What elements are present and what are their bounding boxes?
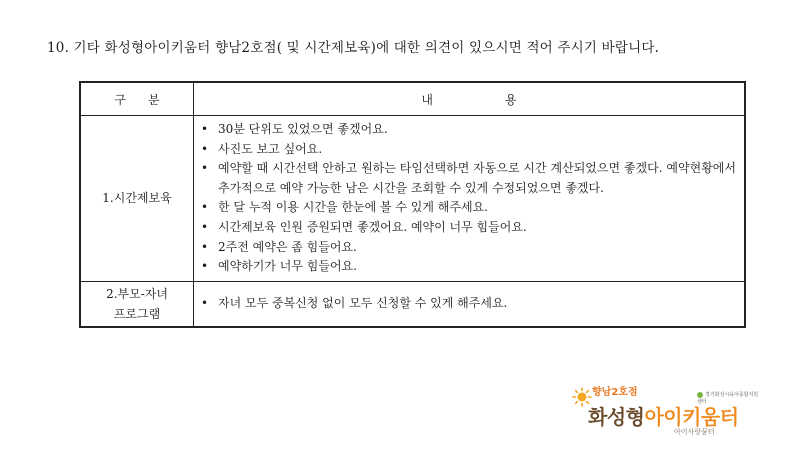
opinion-table <box>79 81 746 328</box>
org-mark-icon <box>697 392 703 398</box>
list-item: • 사진도 보고 싶어요. <box>218 140 736 160</box>
list-item: • 자녀 모두 중복신청 없이 모두 신청할 수 있게 해주세요. <box>218 294 736 314</box>
center-logo <box>572 383 762 443</box>
list-item: • 한 달 누적 이용 시간을 한눈에 볼 수 있게 해주세요. <box>218 198 736 218</box>
logo-branch: 향남2호점 <box>592 387 638 398</box>
table-row <box>80 281 745 327</box>
row-category: 1.시간제보육 <box>80 116 194 282</box>
row-category <box>80 281 194 327</box>
logo-title-part: 화성형 <box>588 405 645 429</box>
list-item: • 예약할 때 시간선택 안하고 원하는 타임선택하면 자동으로 시간 계산되었으면 좋겠다. 예약현황에서 추가적으로 예약 가능한 남은 시간을 조회할 수 있게 수정되었으면 좋겠다. <box>218 159 736 198</box>
list-item: • 시간제보육 인원 증원되면 좋겠어요. 예약이 너무 힘들어요. <box>218 218 736 238</box>
list-item: • 2주전 예약은 좀 힘들어요. <box>218 238 736 258</box>
row-content <box>194 281 746 327</box>
logo-title-part: 아이키움터 <box>644 405 739 429</box>
opinion-list <box>194 290 744 318</box>
list-item: • 30분 단위도 있었으면 좋겠어요. <box>218 120 736 140</box>
list-item: • 예약하기가 너무 힘들어요. <box>218 257 736 277</box>
logo-title <box>588 401 739 430</box>
logo-tagline: 아이사랑꿈터 <box>674 428 715 436</box>
row-category-line: 프로그램 <box>113 306 161 321</box>
row-category-line: 2.부모-자녀 <box>106 286 168 301</box>
table-header-row <box>80 82 745 116</box>
row-content <box>194 116 746 282</box>
table-row <box>80 116 745 282</box>
header-content: 내용 <box>194 82 746 116</box>
opinion-list <box>194 116 744 281</box>
header-category: 구분 <box>80 82 194 116</box>
question-text: 10. 기타 화성형아이키움터 향남2호점( 및 시간제보육)에 대한 의견이 있으시면 적어 주시기 바랍니다. <box>47 40 660 56</box>
logo-org-text: 경기화성시육아종합지원센터 <box>697 392 759 405</box>
